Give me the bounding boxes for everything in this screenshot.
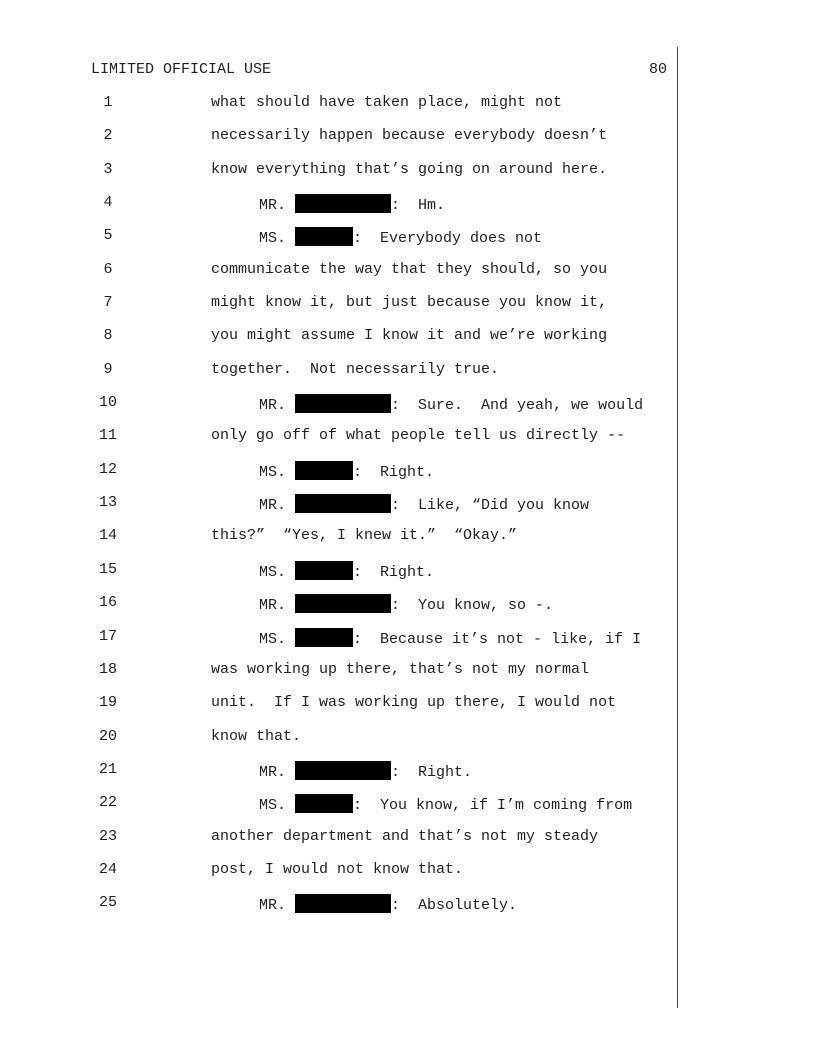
speaker-turn <box>259 794 632 814</box>
line-number: 2 <box>103 127 113 145</box>
transcript-line <box>0 127 816 160</box>
line-text: know everything that’s going on around here. <box>211 160 608 178</box>
line-text: might know it, but just because you know it, <box>211 294 608 312</box>
transcript-line <box>0 894 816 927</box>
line-text: only go off of what people tell us directly -- <box>211 427 626 445</box>
transcript-line <box>0 327 816 360</box>
page-header <box>91 61 667 81</box>
transcript-line <box>0 94 816 127</box>
line-text: : You know, so -. <box>391 597 554 615</box>
transcript-line <box>0 527 816 560</box>
line-number: 22 <box>98 794 117 812</box>
line-text: necessarily happen because everybody doesn’t <box>211 127 608 145</box>
transcript-line <box>0 261 816 294</box>
speaker-title: MR. <box>259 497 287 515</box>
line-text: : Right. <box>391 763 473 781</box>
redacted-name <box>295 461 353 480</box>
speaker-turn <box>259 761 472 781</box>
line-text: this?” “Yes, I knew it.” “Okay.” <box>211 527 518 545</box>
speaker-title: MR. <box>259 197 287 215</box>
line-text: another department and that’s not my steady <box>211 827 599 845</box>
line-text: you might assume I know it and we’re working <box>211 327 608 345</box>
line-text: : Right. <box>353 463 435 481</box>
line-text: : Right. <box>353 563 435 581</box>
redacted-name <box>295 594 391 613</box>
line-number: 5 <box>103 227 113 245</box>
line-number: 1 <box>103 94 113 111</box>
line-number: 17 <box>98 627 117 645</box>
line-number: 12 <box>98 460 117 478</box>
line-number: 24 <box>98 860 117 878</box>
line-text: know that. <box>211 727 302 745</box>
speaker-turn <box>259 394 643 414</box>
transcript-lines <box>0 94 816 928</box>
line-number: 6 <box>103 260 113 278</box>
line-text: : Sure. And yeah, we would <box>391 397 644 415</box>
redacted-name <box>295 494 391 513</box>
line-text: unit. If I was working up there, I would not <box>211 694 617 712</box>
transcript-line <box>0 628 816 661</box>
speaker-title: MS. <box>259 563 287 581</box>
transcript-line <box>0 794 816 827</box>
transcript-line <box>0 394 816 427</box>
transcript-line <box>0 294 816 327</box>
line-number: 15 <box>98 560 117 578</box>
speaker-title: MR. <box>259 763 287 781</box>
speaker-turn <box>259 894 517 914</box>
transcript-line <box>0 594 816 627</box>
speaker-title: MS. <box>259 463 287 481</box>
line-number: 21 <box>98 760 117 778</box>
transcript-line <box>0 561 816 594</box>
transcript-line <box>0 194 816 227</box>
line-number: 4 <box>103 194 113 212</box>
line-text: : Like, “Did you know <box>391 497 590 515</box>
speaker-turn <box>259 594 553 614</box>
speaker-turn <box>259 194 445 214</box>
line-number: 7 <box>103 294 113 312</box>
line-number: 23 <box>98 827 117 845</box>
line-text: : You know, if I’m coming from <box>353 797 633 815</box>
line-text: what should have taken place, might not <box>211 94 563 111</box>
page-number: 80 <box>648 61 667 78</box>
transcript-line <box>0 828 816 861</box>
redacted-name <box>295 761 391 780</box>
line-text: communicate the way that they should, so you <box>211 260 608 278</box>
redacted-name <box>295 227 353 246</box>
line-number: 25 <box>98 894 117 912</box>
line-number: 10 <box>98 394 117 412</box>
line-number: 14 <box>98 527 117 545</box>
redacted-name <box>295 194 391 213</box>
transcript-line <box>0 161 816 194</box>
speaker-title: MS. <box>259 797 287 815</box>
speaker-title: MR. <box>259 597 287 615</box>
line-number: 20 <box>98 727 117 745</box>
redacted-name <box>295 794 353 813</box>
transcript-line <box>0 694 816 727</box>
transcript-line <box>0 761 816 794</box>
transcript-line <box>0 461 816 494</box>
line-number: 16 <box>98 594 117 612</box>
line-number: 9 <box>103 360 113 378</box>
speaker-title: MR. <box>259 397 287 415</box>
line-text: : Because it’s not - like, if I <box>353 630 642 648</box>
line-number: 18 <box>98 660 117 678</box>
line-number: 19 <box>98 694 117 712</box>
speaker-title: MR. <box>259 897 287 915</box>
speaker-turn <box>259 561 434 581</box>
transcript-line <box>0 494 816 527</box>
line-text: : Everybody does not <box>353 230 543 248</box>
speaker-turn <box>259 494 589 514</box>
transcript-line <box>0 427 816 460</box>
redacted-name <box>295 628 353 647</box>
line-number: 13 <box>98 494 117 512</box>
speaker-turn <box>259 227 542 247</box>
speaker-turn <box>259 628 641 648</box>
line-text: : Hm. <box>391 197 446 215</box>
redacted-name <box>295 894 391 913</box>
speaker-turn <box>259 461 434 481</box>
speaker-title: MS. <box>259 630 287 648</box>
transcript-line <box>0 361 816 394</box>
line-text: post, I would not know that. <box>211 860 464 878</box>
redacted-name <box>295 561 353 580</box>
transcript-line <box>0 728 816 761</box>
line-text: together. Not necessarily true. <box>211 360 500 378</box>
transcript-line <box>0 227 816 260</box>
line-number: 11 <box>98 427 117 445</box>
line-text: : Absolutely. <box>391 897 518 915</box>
speaker-title: MS. <box>259 230 287 248</box>
line-number: 3 <box>103 160 113 178</box>
line-number: 8 <box>103 327 113 345</box>
classification-label: LIMITED OFFICIAL USE <box>91 61 272 78</box>
line-text: was working up there, that’s not my normal <box>211 660 590 678</box>
transcript-line <box>0 661 816 694</box>
redacted-name <box>295 394 391 413</box>
transcript-line <box>0 861 816 894</box>
